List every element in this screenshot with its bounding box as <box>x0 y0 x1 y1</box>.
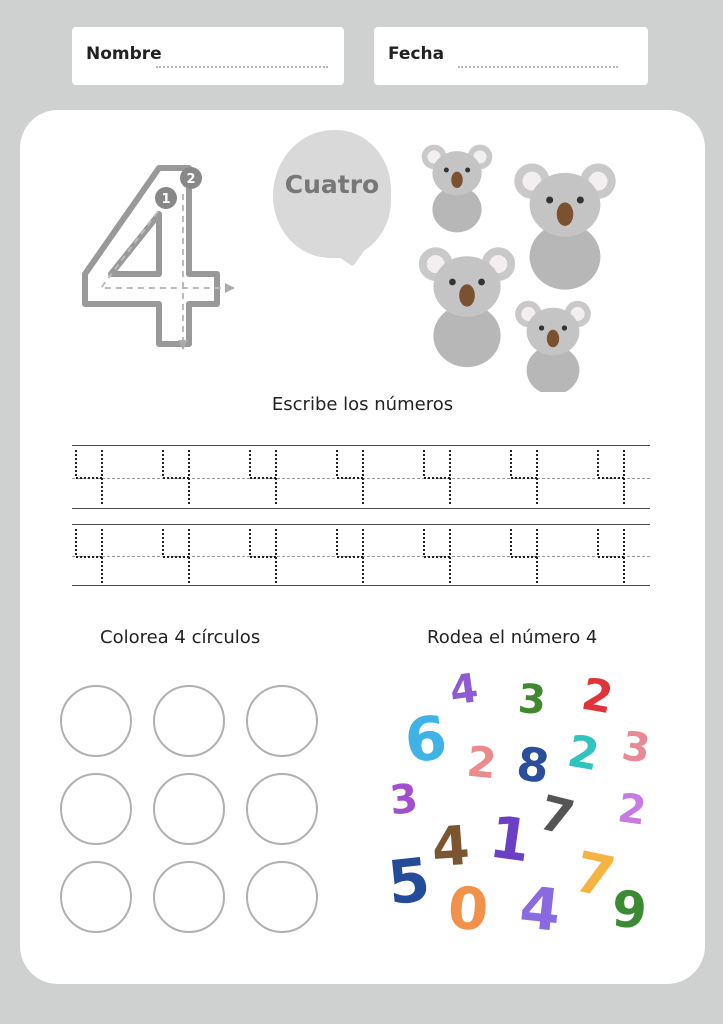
scattered-number[interactable]: 7 <box>568 839 621 912</box>
color-circle[interactable] <box>246 685 318 757</box>
name-field[interactable] <box>72 27 344 85</box>
color-circle[interactable] <box>60 685 132 757</box>
trace-digit[interactable] <box>594 527 628 585</box>
trace-digit[interactable] <box>507 527 541 585</box>
trace-digit[interactable] <box>246 527 280 585</box>
scattered-number[interactable]: 2 <box>577 668 617 725</box>
row2-top-line <box>72 524 650 525</box>
date-field[interactable] <box>374 27 648 85</box>
trace-digit[interactable] <box>420 527 454 585</box>
scattered-number[interactable]: 2 <box>464 736 499 789</box>
scattered-number[interactable]: 0 <box>445 873 491 945</box>
scattered-number[interactable]: 3 <box>387 775 421 825</box>
scattered-number[interactable]: 1 <box>485 802 535 876</box>
scattered-number[interactable]: 4 <box>446 665 481 715</box>
color-circle[interactable] <box>246 861 318 933</box>
step-2-label: 2 <box>186 172 196 187</box>
date-label: Fecha <box>388 44 445 64</box>
scattered-number[interactable]: 2 <box>563 725 603 782</box>
trace-digit[interactable] <box>333 527 367 585</box>
scattered-number[interactable]: 9 <box>610 879 649 941</box>
trace-digit[interactable] <box>159 448 193 506</box>
big-number-tracing <box>75 154 250 362</box>
scattered-number[interactable]: 7 <box>533 784 580 848</box>
scattered-number[interactable]: 3 <box>516 676 548 724</box>
scattered-number[interactable]: 8 <box>513 736 553 794</box>
koala-2 <box>514 163 615 289</box>
color-circle[interactable] <box>60 773 132 845</box>
scattered-number[interactable]: 4 <box>429 813 472 880</box>
scattered-number[interactable]: 6 <box>401 703 451 777</box>
date-dotted-line <box>458 66 618 68</box>
name-dotted-line <box>156 66 328 68</box>
color-circle[interactable] <box>246 773 318 845</box>
trace-digit[interactable] <box>72 448 106 506</box>
row1-bottom-line <box>72 508 650 509</box>
koala-3 <box>419 247 515 367</box>
scattered-number[interactable]: 3 <box>618 723 653 773</box>
color-circle[interactable] <box>153 685 225 757</box>
trace-digit[interactable] <box>420 448 454 506</box>
scattered-number[interactable]: 4 <box>516 873 564 945</box>
trace-digit[interactable] <box>72 527 106 585</box>
trace-digit[interactable] <box>159 527 193 585</box>
trace-digit[interactable] <box>246 448 280 506</box>
step-1-label: 1 <box>161 192 171 207</box>
koala-illustration <box>405 130 675 392</box>
name-label: Nombre <box>86 44 162 64</box>
koala-4 <box>515 301 591 392</box>
worksheet-card <box>20 110 705 984</box>
scattered-number[interactable]: 2 <box>614 785 649 835</box>
color-circle[interactable] <box>60 861 132 933</box>
scattered-number[interactable]: 5 <box>384 845 434 919</box>
row2-bottom-line <box>72 585 650 586</box>
color-circle[interactable] <box>153 773 225 845</box>
trace-digit[interactable] <box>507 448 541 506</box>
koala-1 <box>422 145 493 233</box>
write-heading: Escribe los números <box>271 394 454 415</box>
color-heading: Colorea 4 círculos <box>100 627 261 648</box>
color-circle[interactable] <box>153 861 225 933</box>
trace-digit[interactable] <box>333 448 367 506</box>
trace-digit[interactable] <box>594 448 628 506</box>
circle-heading: Rodea el número 4 <box>427 627 598 648</box>
number-word: Cuatro <box>284 170 380 199</box>
row1-top-line <box>72 445 650 446</box>
